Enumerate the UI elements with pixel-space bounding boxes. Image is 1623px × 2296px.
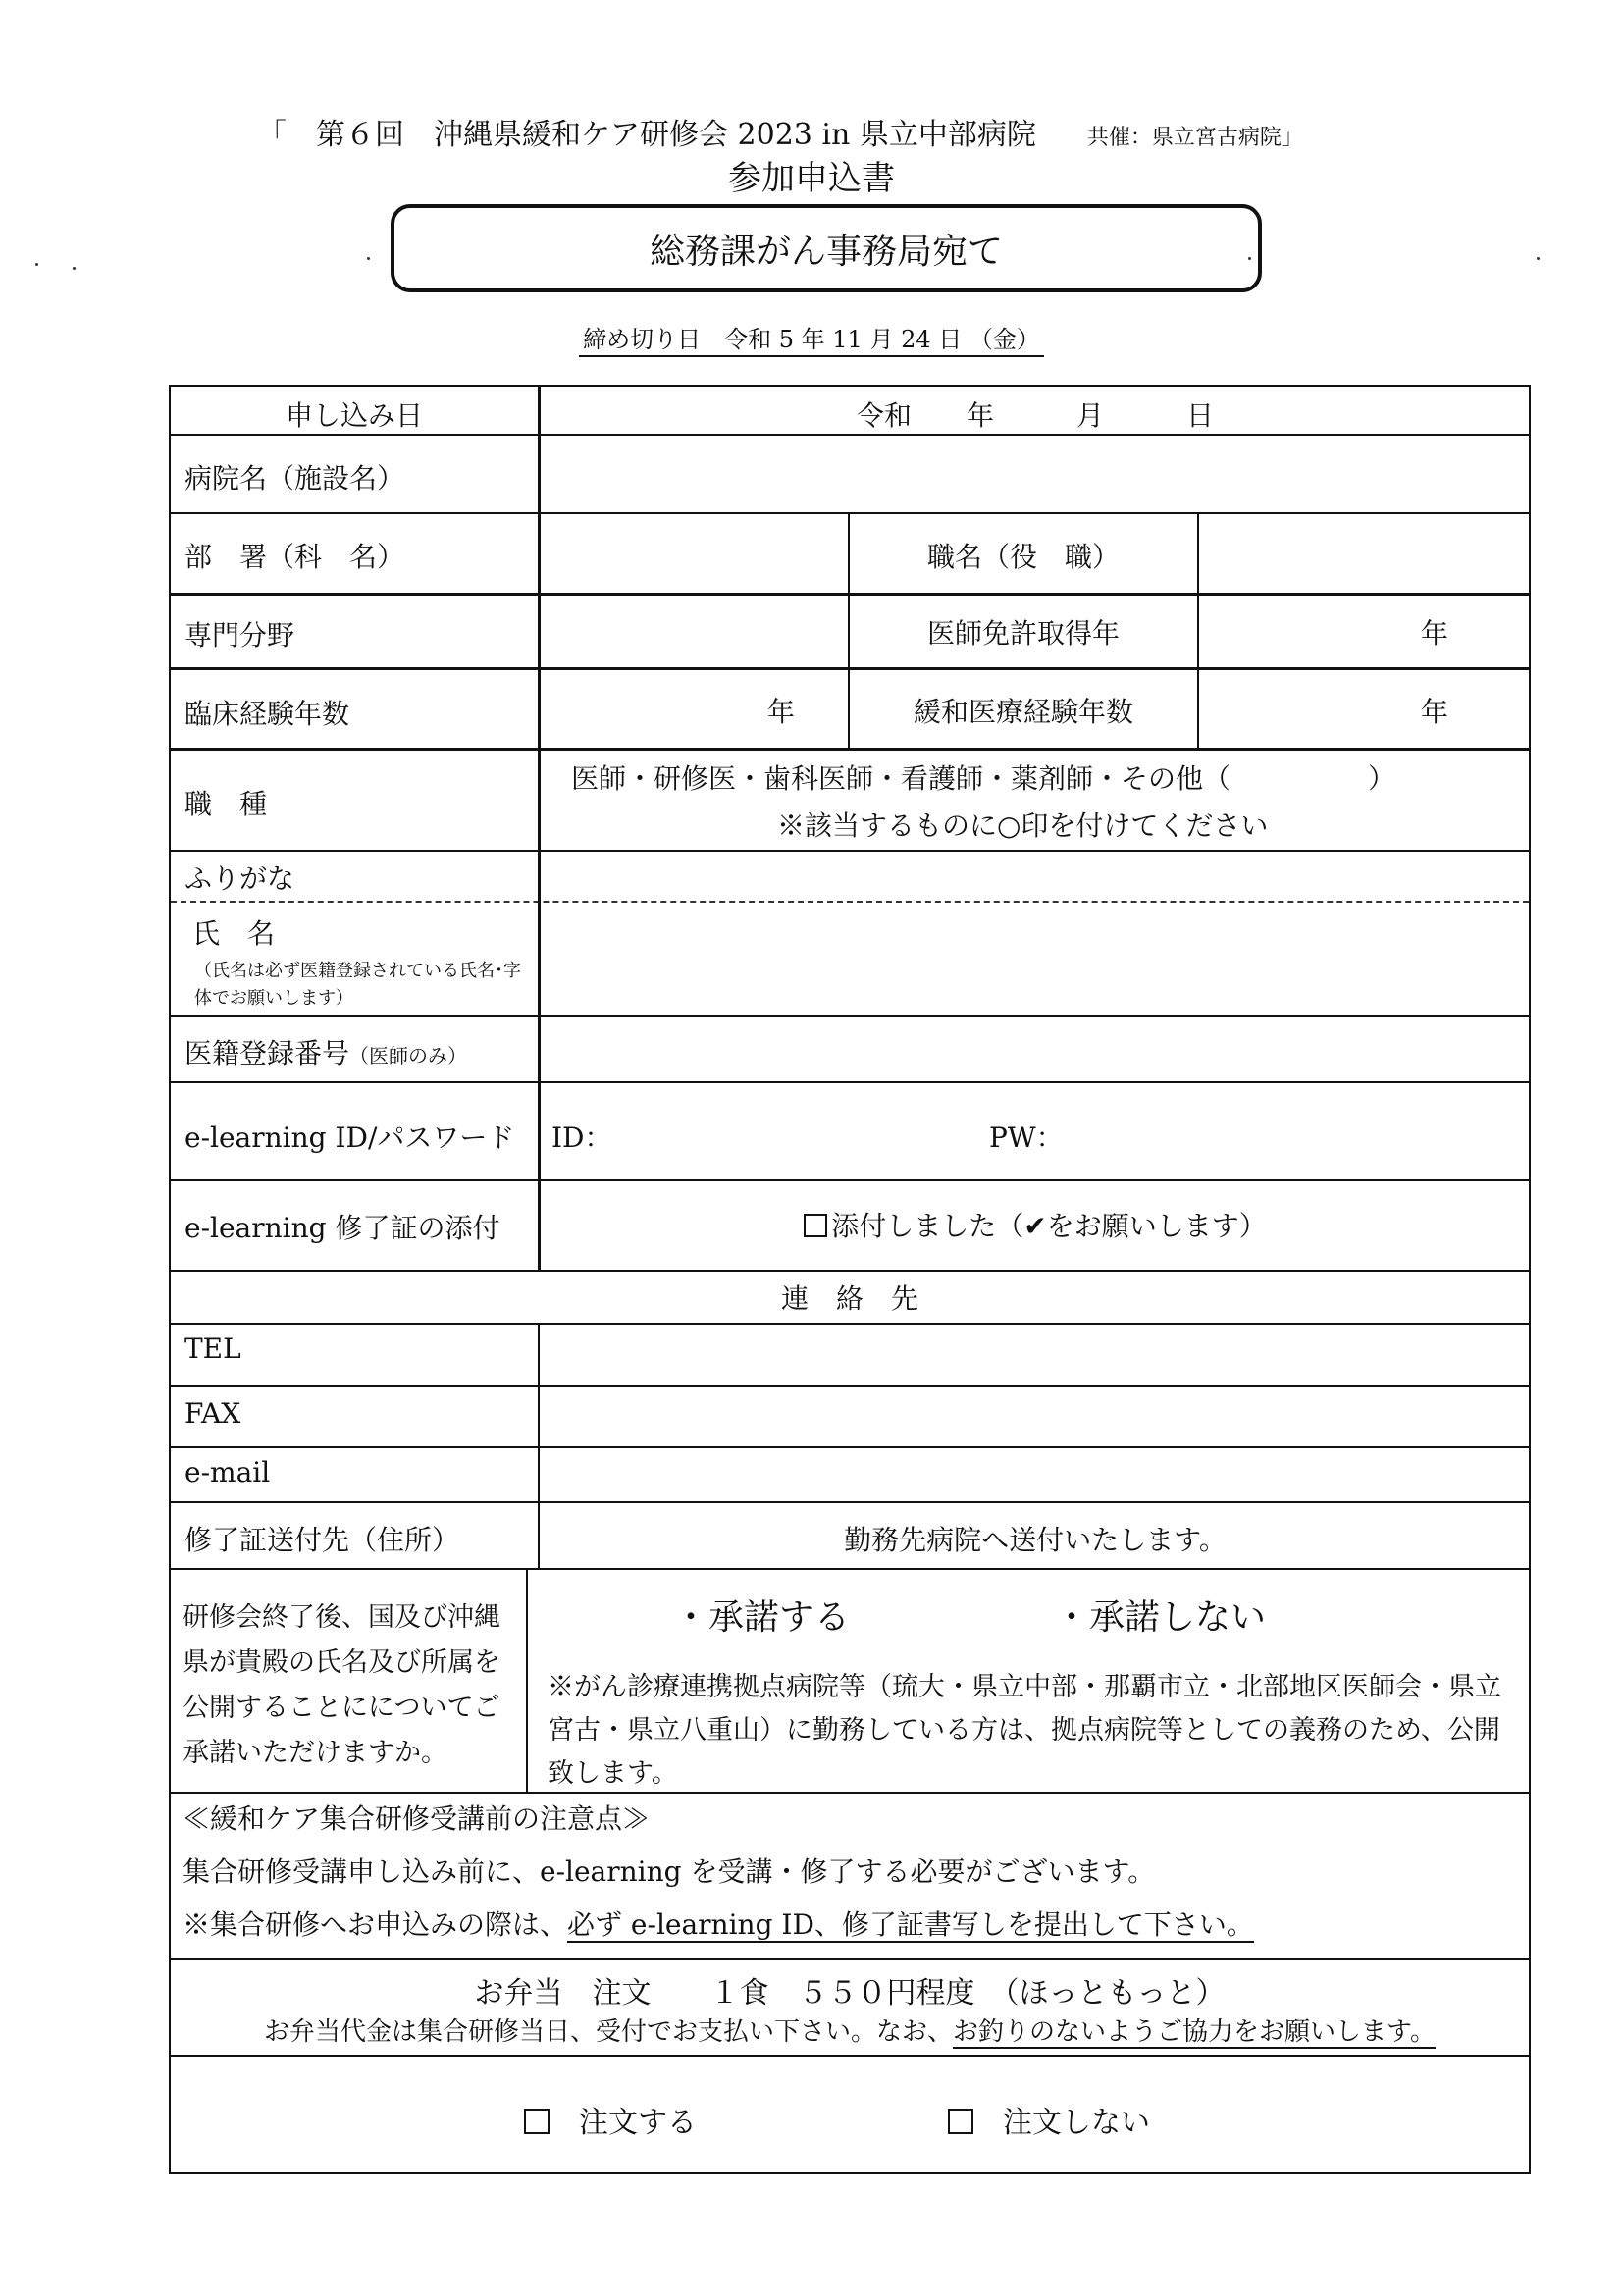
license-year-field[interactable] bbox=[1199, 595, 1531, 665]
destination-text: 総務課がん事務局宛て bbox=[649, 231, 1003, 272]
medical-registration-note: （医師のみ） bbox=[349, 1044, 468, 1068]
bento-note-prefix: お弁当代金は集合研修当日、受付でお支払い下さい。なお、 bbox=[264, 2017, 954, 2047]
cert-destination-value: 勤務先病院へ送付いたします。 bbox=[844, 1524, 1227, 1556]
license-year-unit: 年 bbox=[1421, 617, 1449, 650]
cert-destination-label: 修了証送付先（住所） bbox=[184, 1524, 460, 1556]
email-label: e-mail bbox=[184, 1456, 271, 1488]
fax-label: FAX bbox=[184, 1397, 241, 1430]
hospital-name-label: 病院名（施設名） bbox=[184, 462, 405, 495]
furigana-label: ふりがな bbox=[184, 862, 295, 895]
consent-yes-option[interactable]: ・承諾する bbox=[673, 1597, 851, 1638]
notes-line-2-emphasis: 必ず e-learning ID、修了証書写しを提出して下さい。 bbox=[567, 1908, 1254, 1941]
bento-note-emphasis: お釣りのないようご協力をお願いします。 bbox=[953, 2017, 1436, 2047]
occupation-options[interactable]: 医師・研修医・歯科医師・看護師・薬剤師・その他（ ） bbox=[571, 762, 1396, 795]
clinical-years-unit: 年 bbox=[767, 696, 796, 728]
email-field[interactable] bbox=[542, 1448, 1531, 1499]
elearning-pw-field[interactable] bbox=[1064, 1085, 1525, 1175]
consent-no-option[interactable]: ・承諾しない bbox=[1054, 1597, 1267, 1638]
name-note: （氏名は必ず医籍登録されている氏名･字体でお願いします） bbox=[194, 961, 521, 1009]
name-label: 氏 名 bbox=[192, 917, 276, 950]
occupation-note: ※該当するものに○印を付けてください bbox=[777, 809, 1269, 842]
form-title bbox=[257, 110, 1303, 153]
cohost-text: 共催：県立宮古病院」 bbox=[1086, 126, 1303, 150]
deadline bbox=[0, 320, 1623, 354]
consent-note: ※がん診療連携拠点病院等（琉大・県立中部・那覇市立・北部地区医師会・県立宮古・県立八重山）に勤務している方は、拠点病院等としての義務のため、公開致します。 bbox=[548, 1672, 1501, 1789]
department-field[interactable] bbox=[542, 514, 846, 591]
medical-registration-label bbox=[184, 1032, 467, 1071]
department-label: 部 署（科 名） bbox=[184, 541, 405, 573]
bento-title: お弁当 注文 １食 ５５０円程度 （ほっともっと） bbox=[474, 1976, 1226, 2010]
tel-label: TEL bbox=[184, 1332, 241, 1365]
application-form-table bbox=[169, 385, 1531, 2174]
elearning-cert-label: e-learning 修了証の添付 bbox=[184, 1212, 500, 1244]
specialty-field[interactable] bbox=[542, 595, 846, 665]
elearning-cert-checkbox[interactable] bbox=[540, 1205, 1531, 1244]
order-no-option[interactable] bbox=[948, 2098, 1150, 2141]
palliative-years-unit: 年 bbox=[1421, 696, 1449, 728]
event-title: 「 第６回 沖縄県緩和ケア研修会 2023 in 県立中部病院 bbox=[257, 118, 1036, 152]
scan-speck bbox=[1537, 257, 1540, 260]
specialty-label: 専門分野 bbox=[184, 619, 295, 652]
elearning-id-label: e-learning ID/パスワード bbox=[184, 1122, 515, 1154]
elearning-id-field[interactable] bbox=[612, 1085, 1054, 1175]
elearning-id-prefix: ID： bbox=[551, 1122, 612, 1154]
tel-field[interactable] bbox=[542, 1325, 1531, 1383]
hospital-name-field[interactable] bbox=[540, 436, 1531, 510]
order-no-label: 注文しない bbox=[1003, 2106, 1150, 2140]
occupation-label: 職 種 bbox=[184, 788, 268, 820]
name-field[interactable] bbox=[542, 903, 1531, 1013]
fax-field[interactable] bbox=[542, 1387, 1531, 1444]
medical-registration-field[interactable] bbox=[542, 1017, 1531, 1079]
medical-registration-label-text: 医籍登録番号 bbox=[184, 1037, 350, 1070]
destination-box bbox=[391, 204, 1262, 292]
notes-line-2-prefix: ※集合研修へお申込みの際は、 bbox=[183, 1908, 568, 1941]
checkbox-icon[interactable] bbox=[804, 1214, 827, 1237]
application-date-field[interactable]: 令和 年 月 日 bbox=[856, 399, 1214, 432]
bento-note bbox=[171, 2011, 1529, 2048]
notes-line-1: 集合研修受講申し込み前に、e-learning を受講・修了する必要がございます。 bbox=[183, 1855, 1156, 1888]
deadline-text: 締め切り日 令和 5 年 11 月 24 日 （金） bbox=[579, 326, 1044, 357]
elearning-cert-text: 添付しました（✔をお願いします） bbox=[831, 1210, 1267, 1242]
palliative-years-label: 緩和医療経験年数 bbox=[913, 696, 1133, 728]
application-date-label: 申し込み日 bbox=[285, 399, 423, 432]
clinical-years-label: 臨床経験年数 bbox=[184, 698, 350, 730]
order-yes-checkbox-icon[interactable] bbox=[524, 2109, 550, 2134]
notes-line-2 bbox=[183, 1904, 1254, 1943]
license-year-label: 医師免許取得年 bbox=[926, 617, 1120, 650]
form-subtitle: 参加申込書 bbox=[728, 159, 895, 198]
furigana-field[interactable] bbox=[542, 852, 1531, 899]
consent-question: 研修会終了後、国及び沖縄県が貴殿の氏名及び所属を公開することにについてご承諾いただけますか。 bbox=[183, 1602, 500, 1768]
palliative-years-field[interactable] bbox=[1199, 669, 1531, 746]
scan-speck bbox=[35, 263, 38, 266]
contact-section-header: 連 絡 先 bbox=[780, 1282, 918, 1315]
notes-title: ≪緩和ケア集合研修受講前の注意点≫ bbox=[183, 1802, 651, 1835]
position-field[interactable] bbox=[1199, 514, 1531, 591]
clinical-years-field[interactable] bbox=[542, 669, 846, 746]
elearning-pw-prefix: PW： bbox=[989, 1122, 1064, 1154]
order-no-checkbox-icon[interactable] bbox=[948, 2109, 973, 2134]
order-yes-label: 注文する bbox=[579, 2106, 697, 2140]
scan-speck bbox=[367, 257, 370, 260]
position-label: 職名（役 職） bbox=[926, 541, 1120, 573]
scan-speck bbox=[73, 267, 76, 270]
order-yes-option[interactable] bbox=[524, 2098, 697, 2141]
